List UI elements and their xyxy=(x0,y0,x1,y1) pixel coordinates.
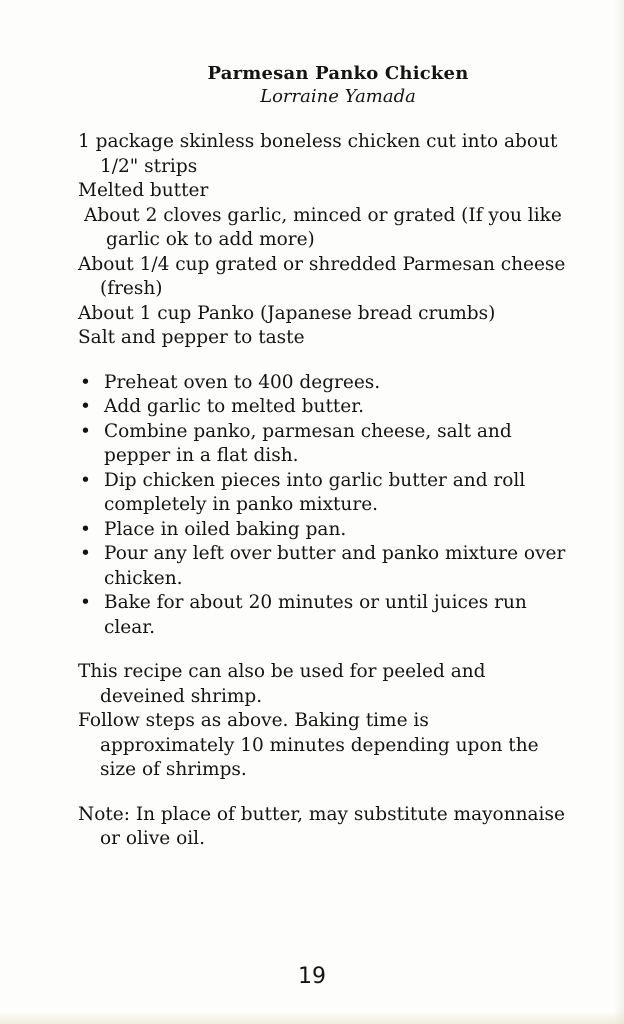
instruction-step xyxy=(78,591,568,640)
shrimp-variation-note: This recipe can also be used for peeled and deveined shrimp. xyxy=(78,661,486,707)
instruction-text: Preheat oven to 400 degrees. xyxy=(104,371,381,393)
bullet-icon: • xyxy=(80,396,91,417)
shrimp-timing-note: Follow steps as above. Baking time is approximately 10 minutes depending upon the size of shrimps. xyxy=(78,710,539,780)
ingredient-item: 1 package skinless boneless chicken cut into about 1/2" strips xyxy=(78,131,558,177)
page-bottom-shadow xyxy=(0,1012,624,1024)
bullet-icon: • xyxy=(80,420,91,442)
ingredient-item: About 1 cup Panko (Japanese bread crumbs) xyxy=(78,302,496,324)
bullet-icon: • xyxy=(80,543,91,564)
recipe-header xyxy=(108,62,568,108)
instruction-text: Add garlic to melted butter. xyxy=(104,396,364,417)
recipe-notes xyxy=(78,660,568,852)
instruction-text: Combine panko, parmesan cheese, salt and pepper in a flat dish. xyxy=(104,420,512,466)
instruction-text: Place in oiled baking pan. xyxy=(104,518,347,540)
ingredient-item: About 2 cloves garlic, minced or grated (If you like garlic ok to add more) xyxy=(84,204,562,250)
instruction-text: Pour any left over butter and panko mixture over chicken. xyxy=(104,543,566,589)
recipe-title: Parmesan Panko Chicken xyxy=(207,63,469,84)
ingredient-item: About 1/4 cup grated or shredded Parmesan cheese (fresh) xyxy=(78,253,566,299)
recipe-author: Lorraine Yamada xyxy=(260,86,416,107)
substitution-note: Note: In place of butter, may substitute mayonnaise or olive oil. xyxy=(78,803,565,849)
instruction-step xyxy=(78,542,568,591)
ingredient-list xyxy=(78,130,568,351)
page-edge-shadow xyxy=(614,0,624,1024)
bullet-icon: • xyxy=(80,592,91,613)
recipe-content xyxy=(78,62,568,852)
instruction-text: Dip chicken pieces into garlic butter and roll completely in panko mixture. xyxy=(104,469,526,515)
bullet-icon: • xyxy=(80,469,91,491)
instruction-step xyxy=(78,420,568,469)
page-number: 19 xyxy=(298,964,326,989)
ingredient-item: Salt and pepper to taste xyxy=(78,327,305,348)
instruction-list xyxy=(78,371,568,641)
bullet-icon: • xyxy=(80,371,91,393)
instruction-step xyxy=(78,395,568,420)
instruction-step xyxy=(78,371,568,396)
instruction-text: Bake for about 20 minutes or until juices run clear. xyxy=(104,592,527,638)
ingredient-item: Melted butter xyxy=(78,180,209,201)
bullet-icon: • xyxy=(80,518,91,540)
instruction-step xyxy=(78,469,568,518)
notes-spacer xyxy=(78,783,568,803)
instruction-step xyxy=(78,518,568,543)
